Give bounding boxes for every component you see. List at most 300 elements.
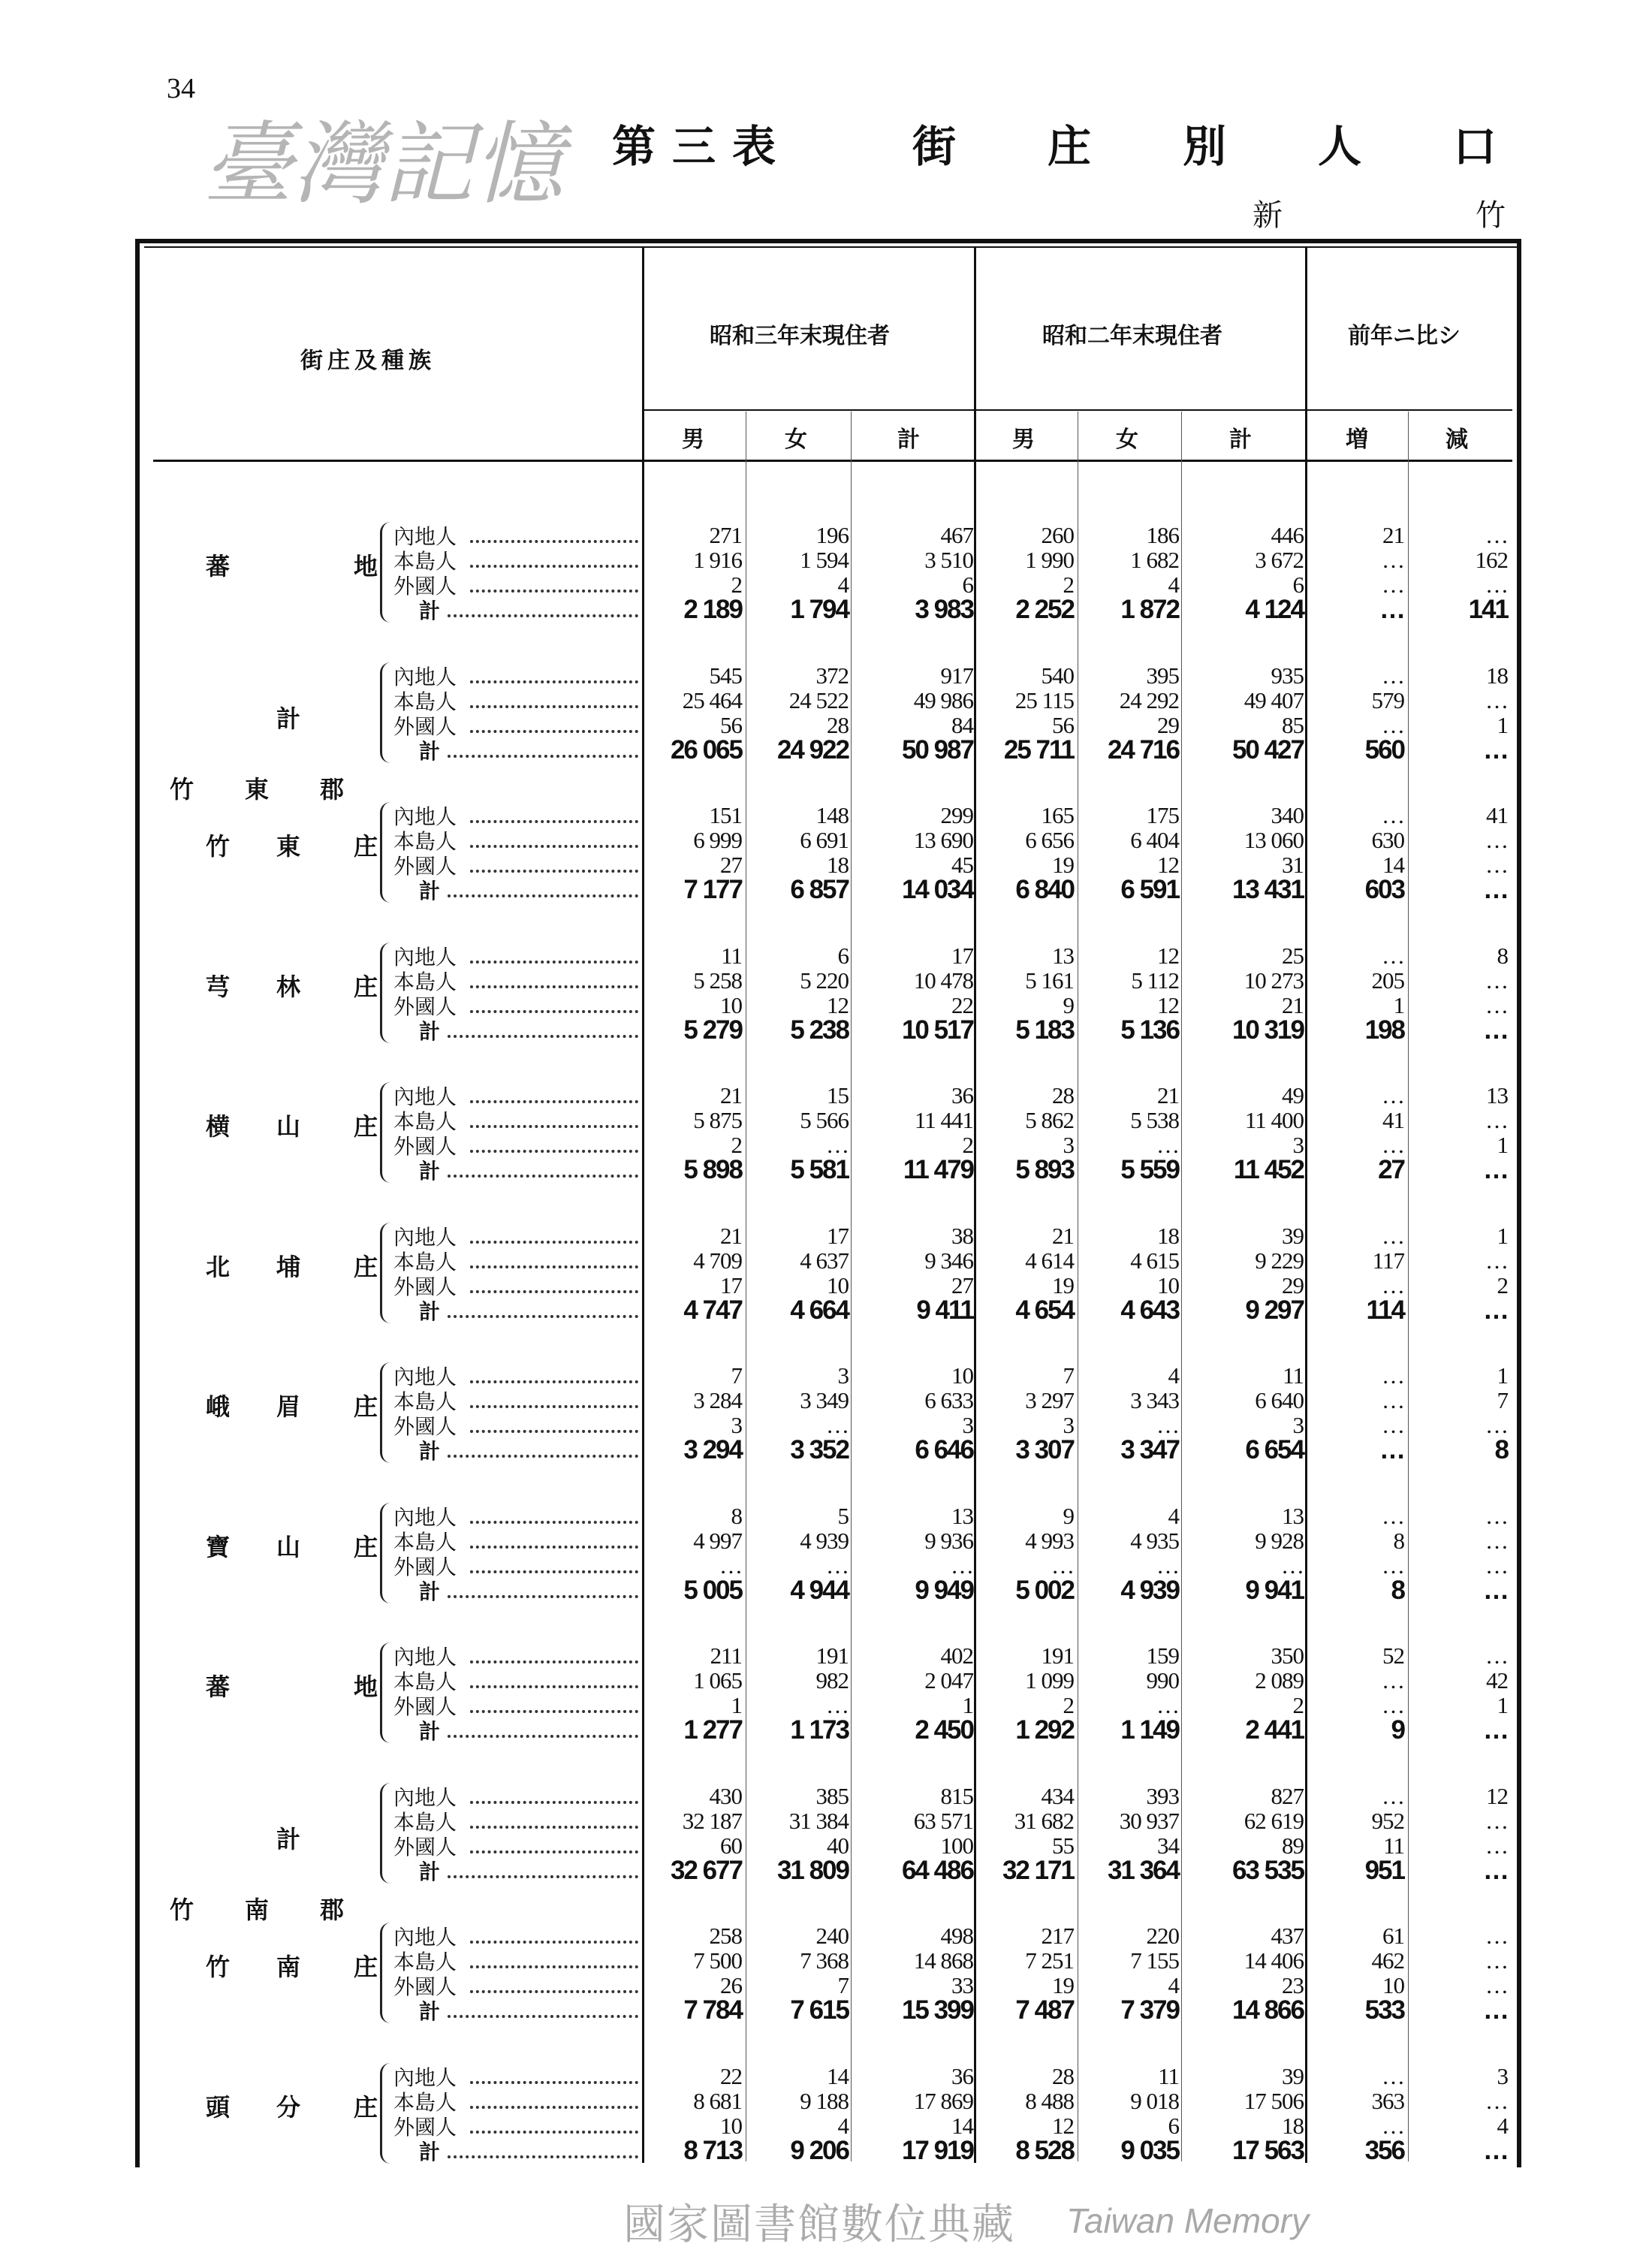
row-label: 本島人	[393, 2089, 457, 2115]
cell-value: 7 155	[1130, 1947, 1179, 1974]
cell-value: 8	[1494, 1435, 1508, 1464]
leader-dots	[470, 972, 638, 988]
cell-value: …	[1485, 1412, 1508, 1438]
leader-dots	[448, 2142, 638, 2158]
header-rule	[153, 460, 1512, 462]
cell-value: 7 784	[683, 1995, 742, 2025]
cell-value: 271	[709, 522, 742, 548]
leader-dots	[448, 1582, 638, 1598]
cell-value: 56	[720, 711, 742, 738]
cell-value: 4 944	[790, 1575, 849, 1605]
district-name: 林	[276, 972, 301, 1001]
cell-value: 3	[837, 1362, 849, 1389]
cell-value: 89	[1282, 1832, 1304, 1859]
cell-value: 395	[1146, 662, 1179, 689]
cell-value: …	[1382, 1222, 1404, 1249]
cell-value: 2 189	[683, 595, 742, 624]
header-group-showa2: 昭和二年末現住者	[1042, 323, 1222, 349]
cell-value: 14	[951, 2112, 973, 2139]
cell-value: 3 347	[1120, 1435, 1179, 1464]
cell-value: 7 177	[683, 875, 742, 904]
cell-value: 84	[951, 711, 973, 738]
cell-value: …	[1382, 2112, 1404, 2139]
cell-value: 2 450	[915, 1715, 973, 1745]
cell-value: …	[826, 1552, 849, 1579]
cell-value: …	[1485, 1832, 1508, 1859]
cell-value: 4	[1168, 1362, 1179, 1389]
cell-value: 533	[1364, 1995, 1404, 2025]
cell-value: 3 510	[924, 547, 973, 573]
cell-value: 4 709	[693, 1247, 742, 1274]
row-label: 內地人	[393, 1925, 457, 1950]
cell-value: 25 464	[682, 686, 742, 713]
cell-value: 385	[815, 1782, 849, 1809]
row-label: 外國人	[393, 1834, 457, 1859]
cell-value: 10	[1157, 1271, 1179, 1298]
cell-value: 7 368	[800, 1947, 849, 1974]
cell-value: 5 538	[1130, 1107, 1179, 1133]
cell-value: 299	[940, 802, 973, 828]
cell-value: 33	[951, 1972, 973, 1998]
row-label: 計	[419, 2139, 441, 2164]
cell-value: 25	[1282, 942, 1304, 969]
cell-value: 14 406	[1244, 1947, 1304, 1974]
cell-value: 38	[951, 1222, 973, 1249]
title-char: 口	[1453, 121, 1503, 172]
cell-value: 28	[827, 711, 849, 738]
cell-value: 13	[1282, 1502, 1304, 1529]
cell-value: 2	[731, 1132, 742, 1158]
cell-value: 9 018	[1130, 2087, 1179, 2114]
row-label: 計	[419, 1439, 441, 1464]
cell-value: 5 581	[790, 1155, 849, 1184]
district-name: 山	[276, 1112, 301, 1141]
cell-value: 5 136	[1120, 1015, 1179, 1045]
cell-value: 31 809	[776, 1855, 849, 1885]
cell-value: 1	[1497, 1222, 1508, 1249]
cell-value: 7 487	[1015, 1995, 1074, 2025]
cell-value: 11	[721, 942, 742, 969]
header-group-showa3: 昭和三年末現住者	[710, 323, 890, 349]
row-label: 外國人	[393, 1694, 457, 1719]
cell-value: 141	[1468, 595, 1508, 624]
title-char: 街	[912, 121, 963, 172]
cell-value: 3	[962, 1412, 973, 1438]
leader-dots	[470, 551, 638, 568]
cell-value: 191	[1041, 1642, 1074, 1669]
district-block	[140, 1084, 1514, 1189]
leader-dots	[470, 1136, 638, 1153]
cell-value: 8 488	[1025, 2087, 1074, 2114]
cell-value: 6 691	[800, 827, 849, 853]
leader-dots	[470, 716, 638, 733]
district-block	[140, 1896, 1514, 2029]
cell-value: 24 716	[1107, 734, 1179, 765]
cell-value: 63 571	[913, 1807, 973, 1834]
cell-value: 32 677	[670, 1855, 742, 1885]
cell-value: 4 993	[1025, 1527, 1074, 1554]
cell-value: 7 500	[693, 1947, 742, 1974]
cell-value: 540	[1041, 662, 1074, 689]
cell-value: 6 646	[915, 1435, 973, 1464]
cell-value: 13	[951, 1502, 973, 1529]
cell-value: 13	[1486, 1082, 1508, 1108]
leader-dots	[470, 1647, 638, 1663]
cell-value: 24 522	[788, 686, 849, 713]
row-label: 本島人	[393, 1529, 457, 1555]
footer-archive-label: 國家圖書館數位典藏	[623, 2200, 1015, 2249]
cell-value: 258	[709, 1923, 742, 1949]
leader-dots	[470, 1672, 638, 1688]
cell-value: 9 928	[1255, 1527, 1304, 1554]
cell-value: 951	[1364, 1855, 1404, 1885]
cell-value: 29	[1282, 1271, 1304, 1298]
cell-value: …	[1382, 1387, 1404, 1413]
header-group-change: 前年ニ比シ	[1348, 323, 1461, 349]
cell-value: 18	[1486, 662, 1508, 689]
watermark-en: Taiwan Memory	[1066, 2201, 1309, 2240]
row-label: 本島人	[393, 1249, 457, 1274]
leader-dots	[470, 576, 638, 593]
cell-value: 36	[951, 2062, 973, 2089]
row-label: 計	[419, 1159, 441, 1184]
row-label: 外國人	[393, 1414, 457, 1439]
district-name: 寶	[206, 1532, 231, 1561]
cell-value: 60	[720, 1832, 742, 1859]
cell-value: 21	[720, 1082, 742, 1108]
district-name: 埔	[276, 1252, 301, 1281]
cell-value: …	[1485, 686, 1508, 713]
cell-value: …	[1483, 1995, 1508, 2025]
cell-value: 40	[827, 1832, 849, 1859]
cell-value: 117	[1372, 1247, 1404, 1274]
row-label: 計	[419, 599, 441, 623]
cell-value: …	[1485, 1502, 1508, 1529]
region-label: 竹	[1476, 198, 1506, 233]
leader-dots	[470, 1532, 638, 1549]
cell-value: 935	[1271, 662, 1304, 689]
subheader-increase: 増	[1346, 427, 1368, 453]
cell-value: 13 431	[1231, 875, 1304, 904]
row-label: 內地人	[393, 1084, 457, 1109]
cell-value: …	[1485, 1247, 1508, 1274]
cell-value: …	[826, 1692, 849, 1718]
cell-value: 1	[731, 1692, 742, 1718]
cell-value: 8	[1393, 1527, 1404, 1554]
row-label: 本島人	[393, 829, 457, 854]
cell-value: 31 364	[1107, 1855, 1179, 1885]
cell-value: 1 916	[693, 547, 742, 573]
cell-value: 12	[1052, 2112, 1074, 2139]
cell-value: 5 238	[790, 1015, 849, 1045]
subheader-decrease: 減	[1446, 427, 1468, 453]
cell-value: 1 065	[693, 1667, 742, 1694]
cell-value: 14 866	[1231, 1995, 1304, 2025]
cell-value: 3	[1292, 1132, 1304, 1158]
cell-value: 5 875	[693, 1107, 742, 1133]
cell-value: …	[719, 1552, 742, 1579]
cell-value: …	[951, 1552, 973, 1579]
brace	[380, 1503, 393, 1603]
leader-dots	[470, 1927, 638, 1944]
cell-value: 10	[720, 2112, 742, 2139]
cell-value: 21	[1052, 1222, 1074, 1249]
cell-value: 9	[1391, 1715, 1404, 1745]
cell-value: 7	[837, 1972, 849, 1998]
cell-value: 24 922	[776, 734, 849, 765]
cell-value: 14	[1382, 852, 1404, 878]
cell-value: 7 615	[790, 1995, 849, 2025]
cell-value: …	[1382, 1412, 1404, 1438]
cell-value: …	[1382, 1362, 1404, 1389]
cell-value: …	[1382, 1782, 1404, 1809]
cell-value: 18	[827, 852, 849, 878]
cell-value: 6 654	[1245, 1435, 1304, 1464]
cell-value: 4	[1168, 572, 1179, 598]
district-name: 庄	[354, 1532, 378, 1561]
subheader-female: 女	[785, 427, 807, 453]
district-name: 地	[354, 1672, 378, 1701]
cell-value: …	[1382, 1552, 1404, 1579]
cell-value: 8	[1497, 942, 1508, 969]
row-label: 本島人	[393, 1109, 457, 1134]
cell-value: 545	[709, 662, 742, 689]
cell-value: 11 400	[1244, 1107, 1304, 1133]
subheader-total: 計	[1229, 427, 1252, 453]
district-name: 蕃	[206, 552, 231, 581]
brace	[380, 1783, 393, 1884]
cell-value: 31 682	[1014, 1807, 1074, 1834]
leader-dots	[448, 1721, 638, 1738]
county-heading: 東	[245, 775, 270, 804]
cell-value: …	[1483, 1715, 1508, 1745]
leader-dots	[470, 1277, 638, 1293]
leader-dots	[470, 807, 638, 823]
leader-dots	[470, 1557, 638, 1573]
cell-value: …	[1382, 1502, 1404, 1529]
cell-value: …	[1485, 1947, 1508, 1974]
row-label: 內地人	[393, 1365, 457, 1389]
cell-value: …	[1483, 1155, 1508, 1184]
brace	[380, 1223, 393, 1323]
cell-value: 3 672	[1255, 547, 1304, 573]
title-char: 別	[1183, 121, 1233, 172]
cell-value: …	[1485, 1807, 1508, 1834]
cell-value: 9 206	[790, 2135, 849, 2165]
cell-value: 446	[1271, 522, 1304, 548]
leader-dots	[448, 1441, 638, 1458]
cell-value: 8 681	[693, 2087, 742, 2114]
cell-value: 3	[731, 1412, 742, 1438]
cell-value: 1	[962, 1692, 973, 1718]
district-name: 横	[206, 1112, 231, 1141]
title-char: 人	[1318, 121, 1368, 172]
row-label: 本島人	[393, 1950, 457, 1974]
cell-value: …	[1485, 1923, 1508, 1949]
cell-value: 28	[1052, 2062, 1074, 2089]
cell-value: 2 441	[1245, 1715, 1304, 1745]
subheader-male: 男	[682, 427, 704, 453]
district-name: 頭	[206, 2092, 231, 2122]
cell-value: 8 713	[683, 2135, 742, 2165]
cell-value: 49 986	[913, 686, 973, 713]
cell-value: 4 664	[790, 1295, 849, 1325]
cell-value: 6	[962, 572, 973, 598]
cell-value: 9 949	[915, 1575, 973, 1605]
cell-value: 4	[1497, 2112, 1508, 2139]
cell-value: 41	[1486, 802, 1508, 828]
row-label: 外國人	[393, 574, 457, 599]
cell-value: 3	[1497, 2062, 1508, 2089]
leader-dots	[470, 1367, 638, 1383]
cell-value: 10 478	[913, 967, 973, 994]
cell-value: 114	[1366, 1295, 1404, 1325]
cell-value: 151	[709, 802, 742, 828]
cell-value: 61	[1382, 1923, 1404, 1949]
cell-value: 7	[731, 1362, 742, 1389]
cell-value: 5 862	[1025, 1107, 1074, 1133]
cell-value: 50 987	[901, 734, 973, 765]
cell-value: 22	[951, 991, 973, 1018]
cell-value: 12	[1486, 1782, 1508, 1809]
cell-value: 1 594	[800, 547, 849, 573]
county-heading: 竹	[170, 775, 194, 804]
district-block	[140, 944, 1514, 1049]
cell-value: 22	[720, 2062, 742, 2089]
cell-value: 1 872	[1120, 595, 1179, 624]
cell-value: …	[1382, 1082, 1404, 1108]
district-block	[140, 775, 1514, 909]
district-name: 竹	[206, 1953, 231, 1981]
county-heading: 竹	[170, 1896, 194, 1924]
cell-value: 11 479	[903, 1155, 973, 1184]
cell-value: 498	[940, 1923, 973, 1949]
row-label: 內地人	[393, 2064, 457, 2090]
cell-value: 2 047	[924, 1667, 973, 1694]
row-label: 外國人	[393, 994, 457, 1019]
leader-dots	[470, 947, 638, 964]
cell-value: 3	[1063, 1412, 1074, 1438]
cell-value: 2 252	[1015, 595, 1074, 624]
cell-value: 11	[1158, 2062, 1179, 2089]
cell-value: 11	[1283, 1362, 1304, 1389]
district-block	[140, 664, 1514, 769]
cell-value: 9	[1063, 991, 1074, 1018]
brace	[380, 943, 393, 1043]
cell-value: 340	[1271, 802, 1304, 828]
cell-value: 9 188	[800, 2087, 849, 2114]
leader-dots	[470, 1111, 638, 1128]
cell-value: …	[1382, 1271, 1404, 1298]
cell-value: 372	[815, 662, 849, 689]
row-label: 內地人	[393, 664, 457, 689]
district-name: 芎	[206, 972, 231, 1001]
row-label: 計	[419, 1018, 441, 1044]
cell-value: 64 486	[901, 1855, 973, 1885]
district-name: 山	[276, 1532, 301, 1561]
cell-value: 2	[1497, 1271, 1508, 1298]
cell-value: …	[1485, 827, 1508, 853]
row-label: 計	[419, 738, 441, 764]
cell-value: 402	[940, 1642, 973, 1669]
cell-value: 5 566	[800, 1107, 849, 1133]
cell-value: …	[1156, 1412, 1179, 1438]
cell-value: 9 346	[924, 1247, 973, 1274]
row-label: 內地人	[393, 804, 457, 829]
cell-value: 1 682	[1130, 547, 1179, 573]
row-label: 計	[419, 1719, 441, 1744]
cell-value: 17 869	[913, 2087, 973, 2114]
row-label: 本島人	[393, 689, 457, 714]
cell-value: …	[1485, 991, 1508, 1018]
cell-value: 9 936	[924, 1527, 973, 1554]
leader-dots	[470, 831, 638, 848]
cell-value: 34	[1157, 1832, 1179, 1859]
brace	[380, 802, 393, 903]
title-char: 庄	[1048, 121, 1098, 172]
cell-value: …	[1281, 1552, 1304, 1579]
cell-value: 7	[1063, 1362, 1074, 1389]
cell-value: …	[1485, 1107, 1508, 1133]
cell-value: 1 099	[1025, 1667, 1074, 1694]
cell-value: 363	[1371, 2087, 1404, 2114]
cell-value: 2	[1292, 1692, 1304, 1718]
leader-dots	[448, 741, 638, 758]
cell-value: 356	[1364, 2135, 1404, 2165]
cell-value: 162	[1475, 547, 1508, 573]
cell-value: …	[1156, 1692, 1179, 1718]
cell-value: 4 747	[683, 1295, 742, 1325]
cell-value: 6 591	[1120, 875, 1179, 904]
cell-value: 5 898	[683, 1155, 742, 1184]
cell-value: 4	[1168, 1972, 1179, 1998]
cell-value: 85	[1282, 711, 1304, 738]
cell-value: 240	[815, 1923, 849, 1949]
cell-value: 14 868	[913, 1947, 973, 1974]
cell-value: 56	[1052, 711, 1074, 738]
cell-value: 4 614	[1025, 1247, 1074, 1274]
cell-value: 9	[1063, 1502, 1074, 1529]
cell-value: 434	[1041, 1782, 1074, 1809]
cell-value: 6 633	[924, 1387, 973, 1413]
district-name: 眉	[276, 1392, 301, 1421]
cell-value: 17 563	[1231, 2135, 1304, 2165]
cell-value: 560	[1364, 734, 1404, 765]
district-name: 東	[276, 832, 301, 861]
leader-dots	[470, 1507, 638, 1524]
cell-value: 7	[1497, 1387, 1508, 1413]
cell-value: 5 279	[683, 1015, 742, 1045]
cell-value: 630	[1371, 827, 1404, 853]
cell-value: …	[1379, 595, 1404, 624]
cell-value: 14	[827, 2062, 849, 2089]
subheader-female: 女	[1116, 427, 1138, 453]
leader-dots	[448, 1862, 638, 1878]
brace	[380, 522, 393, 623]
cell-value: 393	[1146, 1782, 1179, 1809]
cell-value: 196	[815, 522, 849, 548]
leader-dots	[470, 1952, 638, 1968]
cell-value: 12	[827, 991, 849, 1018]
cell-value: 18	[1282, 2112, 1304, 2139]
cell-value: 5 258	[693, 967, 742, 994]
cell-value: 29	[1157, 711, 1179, 738]
leader-dots	[470, 856, 638, 873]
cell-value: 7 379	[1120, 1995, 1179, 2025]
cell-value: 260	[1041, 522, 1074, 548]
cell-value: 9 297	[1245, 1295, 1304, 1325]
cell-value: 175	[1146, 802, 1179, 828]
